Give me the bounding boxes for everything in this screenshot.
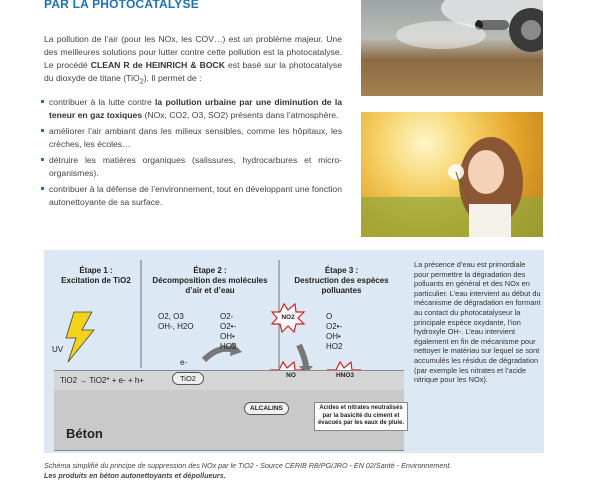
brand-name: CLEAN R de HEINRICH & BOCK (90, 60, 225, 70)
species-right-3: OH• (326, 332, 341, 341)
species-mid-2: O2•- (220, 322, 237, 331)
neutralization-note: Acides et nitrates neutralisés par la basicité du ciment et évacués par les eaux de pluie. (314, 402, 408, 431)
list-item (44, 154, 342, 179)
lightning-icon (66, 312, 94, 362)
species-left-1: O2, O3 (158, 312, 184, 321)
species-left-2: OH-, H2O (158, 322, 194, 331)
uv-label: UV (52, 345, 64, 354)
reaction-equation: TiO2 → TiO2* + e- + h+ (60, 376, 144, 385)
intro-part1: La pollution de l’air (pour les NOx, les COV…) est un problème majeur. Une des meilleures solutions pour lutter contre cette pollution est la photocatalyse. Le procédé (44, 34, 342, 70)
list-item (44, 96, 342, 121)
bullet-text: contribuer à la défense de l’environnement, tout en développant une fonction autonettoyante de sa surface. (49, 184, 342, 207)
no-label: NO (286, 372, 296, 379)
no2-label: NO2 (281, 314, 295, 321)
species-left (158, 312, 194, 332)
species-right-2: O2•- (326, 322, 343, 331)
stage-3-sub: Destruction des espèces polluantes (294, 276, 389, 295)
stage-3 (284, 266, 399, 296)
species-mid-3: OH• (220, 332, 235, 341)
alcalins-pill: ALCALINS (244, 402, 289, 415)
car-exhaust-illustration (361, 0, 543, 96)
stage-1-title: Étape 1 : (79, 266, 113, 275)
stage-2 (144, 266, 276, 296)
intro-sub: 2 (139, 77, 144, 86)
down-arrow-icon (299, 345, 306, 368)
benefit-list (44, 96, 342, 212)
caption-line2: Les produits en béton autonettoyants et dépollueurs. (44, 471, 226, 480)
bullet-post: (NOx, CO2, O3, SO2) présents dans l’atmosphère. (142, 109, 339, 120)
caption-line1: Schéma simplifié du principe de suppression des NOx par le TiO2 - (44, 461, 261, 470)
species-right-4: HO2 (326, 342, 343, 351)
species-right-1: O (326, 312, 333, 321)
stage-3-title: Étape 3 : (324, 266, 359, 275)
species-mid-1: O2- (220, 312, 234, 321)
stage-1 (56, 266, 136, 286)
list-item (44, 125, 342, 150)
hno3-label: HNO3 (335, 372, 355, 379)
intro-part2: est basé sur la photocatalyse du dioxyde de titane (TiO (44, 60, 342, 83)
caption-source: Source CERIB RB/PG/JRO - EN 02/Santé - Environnement. (260, 461, 452, 470)
species-right (326, 312, 342, 352)
stage-2-sub: Décomposition des molécules d’air et d’eau (152, 276, 268, 295)
list-item (44, 183, 342, 208)
car-exhaust-photo (361, 0, 543, 96)
bullet-text: détruire les matières organiques (salissures, hydrocarbures et micro-organismes). (49, 155, 342, 178)
photocatalysis-diagram (44, 250, 544, 453)
figure-caption (44, 461, 564, 481)
beton-label: Béton (66, 426, 103, 441)
electron-label: e- (180, 358, 188, 367)
bullet-pre: contribuer à la lutte contre (49, 97, 156, 107)
intro-part3: ). Il permet de : (143, 73, 202, 83)
intro-paragraph (44, 33, 342, 89)
section-heading: PAR LA PHOTOCATALYSE (44, 0, 199, 11)
bullet-text: améliorer l’air ambiant dans les milieux sensibles, comme les hôpitaux, les crèches, les écoles… (49, 126, 342, 149)
bullet-bold: la pollution urbaine par une diminution de la teneur en gaz toxiques (49, 97, 343, 120)
woman-dandelion-illustration (361, 112, 543, 237)
tio2-pill: TiO2 (172, 372, 204, 385)
species-mid (220, 312, 236, 352)
stage-2-title: Étape 2 : (193, 266, 227, 275)
water-explanation: La présence d’eau est primordiale pour permettre la dégradation des polluants en général et des NOx en particulier. L’eau intervient au début du mécanisme de dégradation en formant au contact du photocatalyseur la principale espèce oxydante, l’ion hydroxyle OH-. L’eau intervient également en fin de mécanisme pour nettoyer le matériau sur lequel se sont accumulés les résidus de dégradation (par exemple les nitrates et l’acide nitrique pour les NOx). (414, 260, 541, 385)
stage-1-sub: Excitation de TiO2 (61, 276, 131, 285)
woman-dandelion-photo (361, 112, 543, 237)
species-mid-4: HO2 (220, 342, 237, 351)
